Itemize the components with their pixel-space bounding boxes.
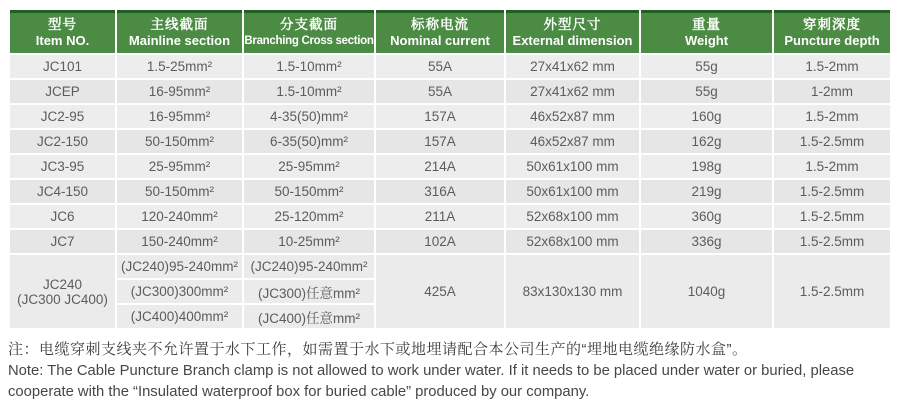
header-row xyxy=(10,10,890,53)
cell-mainline: (JC300)300mm² xyxy=(117,280,242,303)
column-header-dimension-zh: 外型尺寸 xyxy=(543,17,602,32)
cell-weight: 336g xyxy=(641,230,772,253)
cell-mainline: (JC400)400mm² xyxy=(117,305,242,328)
cell-branching: 50-150mm² xyxy=(244,180,374,203)
cell-mainline: 150-240mm² xyxy=(117,230,242,253)
cell-weight: 198g xyxy=(641,155,772,178)
cell-branching: 4-35(50)mm² xyxy=(244,105,374,128)
column-header-item-en: Item NO. xyxy=(35,33,90,48)
cell-weight: 55g xyxy=(641,55,772,78)
cell-mainline: (JC240)95-240mm² xyxy=(117,255,242,278)
table-row-jc4-150 xyxy=(10,180,890,203)
cell-current: 157A xyxy=(376,105,504,128)
cell-mainline: 16-95mm² xyxy=(117,105,242,128)
cell-mainline: 50-150mm² xyxy=(117,180,242,203)
column-header-depth-zh: 穿刺深度 xyxy=(803,17,861,32)
cell-depth: 1.5-2mm xyxy=(774,105,890,128)
table-row-jc101 xyxy=(10,55,890,78)
column-header-item xyxy=(10,10,115,53)
cell-current: 55A xyxy=(376,55,504,78)
column-header-depth xyxy=(774,10,890,53)
column-header-branching-zh: 分支截面 xyxy=(280,17,338,32)
cell-mainline: 50-150mm² xyxy=(117,130,242,153)
cell-current: 102A xyxy=(376,230,504,253)
column-header-weight xyxy=(641,10,772,53)
column-header-current xyxy=(376,10,504,53)
cell-item: JC3-95 xyxy=(10,155,115,178)
column-header-dimension xyxy=(506,10,639,53)
table-row-jcep xyxy=(10,80,890,103)
note-chinese: 注：电缆穿刺支线夹不允许置于水下工作，如需置于水下或地埋请配合本公司生产的“埋地电缆绝缘防水盒”。 xyxy=(8,341,748,358)
column-header-weight-zh: 重量 xyxy=(692,17,721,32)
cell-branching: 6-35(50)mm² xyxy=(244,130,374,153)
cell-depth: 1.5-2.5mm xyxy=(774,230,890,253)
cell-weight: 55g xyxy=(641,80,772,103)
cell-branching: (JC400)任意mm² xyxy=(244,305,374,328)
cell-dimension: 27x41x62 mm xyxy=(506,80,639,103)
cell-dimension: 46x52x87 mm xyxy=(506,105,639,128)
cell-branching: 1.5-10mm² xyxy=(244,55,374,78)
cell-weight-group: 1040g xyxy=(641,255,772,328)
column-header-current-zh: 标称电流 xyxy=(411,17,469,32)
cell-depth: 1.5-2mm xyxy=(774,155,890,178)
cell-branching: 25-120mm² xyxy=(244,205,374,228)
cell-depth-group: 1.5-2.5mm xyxy=(774,255,890,328)
cell-item: JC2-150 xyxy=(10,130,115,153)
column-header-mainline-en: Mainline section xyxy=(128,33,231,48)
cell-item: JC6 xyxy=(10,205,115,228)
cell-branching: 25-95mm² xyxy=(244,155,374,178)
column-header-item-zh: 型号 xyxy=(48,17,77,32)
table-row-jc2-95 xyxy=(10,105,890,128)
cell-dimension: 27x41x62 mm xyxy=(506,55,639,78)
cell-dimension: 50x61x100 mm xyxy=(506,155,639,178)
cell-branching: 1.5-10mm² xyxy=(244,80,374,103)
note-english: Note: The Cable Puncture Branch clamp is not allowed to work under water. If it needs to be placed under water or buried, please cooperate with the “Insulated waterproof box for buried cable” produced by our company. xyxy=(8,363,855,400)
cell-weight: 160g xyxy=(641,105,772,128)
cell-current-group: 425A xyxy=(376,255,504,328)
cell-weight: 162g xyxy=(641,130,772,153)
cell-depth: 1.5-2.5mm xyxy=(774,130,890,153)
table-row-jc3-95 xyxy=(10,155,890,178)
cell-current: 157A xyxy=(376,130,504,153)
column-header-current-en: Nominal current xyxy=(390,33,490,48)
spec-table xyxy=(8,8,892,330)
cell-current: 55A xyxy=(376,80,504,103)
cell-current: 316A xyxy=(376,180,504,203)
column-header-branching xyxy=(244,10,374,53)
cell-mainline: 16-95mm² xyxy=(117,80,242,103)
cell-dimension: 52x68x100 mm xyxy=(506,205,639,228)
cell-mainline: 1.5-25mm² xyxy=(117,55,242,78)
cell-branching: 10-25mm² xyxy=(244,230,374,253)
cell-item: JC2-95 xyxy=(10,105,115,128)
cell-depth: 1.5-2.5mm xyxy=(774,205,890,228)
column-header-mainline-zh: 主线截面 xyxy=(150,17,209,32)
cell-depth: 1-2mm xyxy=(774,80,890,103)
cell-item-group xyxy=(10,255,115,328)
cell-weight: 219g xyxy=(641,180,772,203)
cell-item-line1: JC240 xyxy=(42,276,83,292)
table-row-jc7 xyxy=(10,230,890,253)
cell-dimension: 46x52x87 mm xyxy=(506,130,639,153)
cell-dimension-group: 83x130x130 mm xyxy=(506,255,639,328)
cell-branching: (JC240)95-240mm² xyxy=(244,255,374,278)
cell-weight: 360g xyxy=(641,205,772,228)
column-header-depth-en: Puncture depth xyxy=(784,33,880,48)
cell-item-line2: (JC300 JC400) xyxy=(17,291,108,307)
cell-branching: (JC300)任意mm² xyxy=(244,280,374,303)
column-header-dimension-en: External dimension xyxy=(512,33,633,48)
column-header-branching-en: Branching Cross section xyxy=(244,35,374,47)
cell-mainline: 25-95mm² xyxy=(117,155,242,178)
cell-current: 211A xyxy=(376,205,504,228)
table-row-jc2-150 xyxy=(10,130,890,153)
cell-dimension: 52x68x100 mm xyxy=(506,230,639,253)
cell-depth: 1.5-2mm xyxy=(774,55,890,78)
cell-item: JC7 xyxy=(10,230,115,253)
column-header-weight-en: Weight xyxy=(684,33,729,48)
cell-item: JC101 xyxy=(10,55,115,78)
cell-mainline: 120-240mm² xyxy=(117,205,242,228)
cell-item: JCEP xyxy=(10,80,115,103)
cell-depth: 1.5-2.5mm xyxy=(774,180,890,203)
table-row-jc6 xyxy=(10,205,890,228)
column-header-mainline xyxy=(117,10,242,53)
cell-current: 214A xyxy=(376,155,504,178)
cell-dimension: 50x61x100 mm xyxy=(506,180,639,203)
footnotes xyxy=(8,339,892,403)
table-row-jc240-sub1 xyxy=(10,255,890,278)
cell-item: JC4-150 xyxy=(10,180,115,203)
